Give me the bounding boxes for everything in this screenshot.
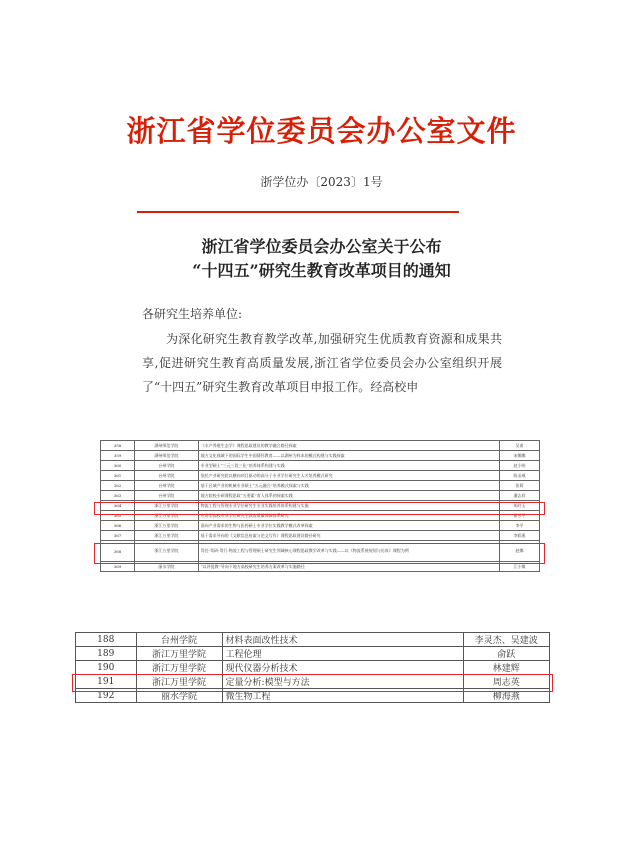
row-number: 190 [76, 661, 137, 675]
highlight-box-row-364 [94, 502, 545, 515]
row-name: 赵娜 [499, 541, 539, 562]
notice-title-line-1: 浙江省学位委员会办公室关于公布 [201, 237, 442, 256]
row-name: 柳海燕 [463, 689, 549, 703]
row-school: 浙江万里学院 [136, 661, 222, 675]
row-school: 湖州师范学院 [135, 451, 199, 461]
row-title: 微生物工程 [222, 689, 463, 703]
row-title: 基于需求导向的《文献信息检索与论文写作》课程思政建设路径研究 [198, 531, 499, 541]
row-school: 浙江万里学院 [135, 531, 199, 541]
row-school: 浙江万里学院 [135, 541, 199, 562]
row-school: 丽水学院 [135, 562, 199, 572]
row-school: 浙江万里学院 [135, 511, 199, 521]
row-title: 应用型高校专业学位研究生教育质量保障体系研究 [198, 511, 499, 521]
table-row [76, 633, 550, 647]
row-title: 驾任-驾研-驾行:物流工程与管理硕士研究生领域核心课程思政教学改革与实践——以《物流系统规划与仿真》课程为例 [198, 541, 499, 562]
row-number: 191 [76, 675, 137, 689]
notice-title [95, 235, 548, 283]
row-name: 宋娜娜 [499, 451, 539, 461]
row-name: 陈圣威 [499, 471, 539, 481]
row-school: 台州学院 [135, 481, 199, 491]
row-name: 赵小明 [499, 461, 539, 471]
row-school: 湖州师范学院 [135, 441, 199, 451]
row-school: 浙江万里学院 [136, 675, 222, 689]
row-name: 崔芳平 [499, 511, 539, 521]
row-title: 《水产养殖生态学》课程思政建设的教学融合路径探索 [198, 441, 499, 451]
table-row [101, 461, 540, 471]
row-number: 189 [76, 647, 137, 661]
row-number: 369 [101, 562, 135, 572]
row-number: 188 [76, 633, 137, 647]
row-number: 365 [101, 511, 135, 521]
row-title: 专业型硕士“三元三段三化”培养体系构建与实践 [198, 461, 499, 471]
row-number: 361 [101, 471, 135, 481]
document-red-title: 浙江省学位委员会办公室文件 [126, 114, 517, 148]
row-name: 张莉 [499, 481, 539, 491]
row-title: 材料表面改性技术 [222, 633, 463, 647]
row-number: 362 [101, 481, 135, 491]
highlight-box-row-368 [94, 543, 545, 564]
row-number: 359 [101, 451, 135, 461]
row-name: 周志英 [463, 675, 549, 689]
row-title: “以评促教”导向下地方高校研究生培养方案改革与实施路径 [198, 562, 499, 572]
red-divider [137, 211, 459, 213]
row-name: 潘志祥 [499, 491, 539, 501]
row-school: 浙江万里学院 [136, 647, 222, 661]
row-name: 吴甫 [499, 441, 539, 451]
table-row [101, 531, 540, 541]
row-number: 364 [101, 501, 135, 511]
row-school: 丽水学院 [136, 689, 222, 703]
greeting: 各研究生培养单位: [142, 307, 243, 321]
row-title: 物流工程与管理专业学位研究生专业实践培养体系构建与实施 [198, 501, 499, 511]
row-title: 定量分析:模型与方法 [222, 675, 463, 689]
row-number: 366 [101, 521, 135, 531]
table-row [76, 661, 550, 675]
row-title: 基于区域产业的机械专业硕士“五元融合”培养模式探索与实践 [198, 481, 499, 491]
row-name: 李灵杰、吴建波 [463, 633, 549, 647]
row-title: 现代仪器分析技术 [222, 661, 463, 675]
row-number: 363 [101, 491, 135, 501]
table-row [76, 647, 550, 661]
notice-title-line-2: “十四五”研究生教育改革项目的通知 [192, 261, 451, 280]
table-row [101, 451, 540, 461]
row-name: 胡玲玉 [499, 501, 539, 511]
row-number: 358 [101, 441, 135, 451]
row-number: 192 [76, 689, 137, 703]
row-title: 面向产业需求的生物与医药硕士专业学位实践教学模式改革探索 [198, 521, 499, 531]
row-number: 368 [101, 541, 135, 562]
row-school: 台州学院 [135, 491, 199, 501]
table-row [101, 491, 540, 501]
table-row [101, 521, 540, 531]
row-name: 李彩燕 [499, 531, 539, 541]
row-number: 367 [101, 531, 135, 541]
row-school: 浙江万里学院 [135, 501, 199, 511]
document-number: 浙学位办〔2023〕1号 [260, 175, 383, 189]
table-row [101, 441, 540, 451]
row-name: 李平 [499, 521, 539, 531]
row-title: 地方院校专硕课程思政“五要素”育人体系的探索实践 [198, 491, 499, 501]
table-row [101, 471, 540, 481]
course-table-excerpt [75, 632, 550, 703]
document-header [95, 95, 548, 415]
row-number: 360 [101, 461, 135, 471]
row-title: 地方文化视域下的国际学生中国情怀教育——以湖州为样本的模式构建与实践探索 [198, 451, 499, 461]
row-school: 台州学院 [136, 633, 222, 647]
highlight-box-row-191 [72, 674, 553, 692]
row-name: 林建辉 [463, 661, 549, 675]
row-title: 依托产业研究院以横向项目驱动的高分子专业学位研究生人才培养模式研究 [198, 471, 499, 481]
row-name: 江小敏 [499, 562, 539, 572]
row-school: 台州学院 [135, 471, 199, 481]
body-paragraph: 为深化研究生教育教学改革,加强研究生优质教育资源和成果共享,促进研究生教育高质量发展,浙江省学位委员会办公室组织开展了“十四五”研究生教育改革项目申报工作。经高校申 [142, 332, 502, 394]
row-school: 台州学院 [135, 461, 199, 471]
table-row [101, 481, 540, 491]
row-name: 俞跃 [463, 647, 549, 661]
row-school: 浙江万里学院 [135, 521, 199, 531]
row-title: 工程伦理 [222, 647, 463, 661]
